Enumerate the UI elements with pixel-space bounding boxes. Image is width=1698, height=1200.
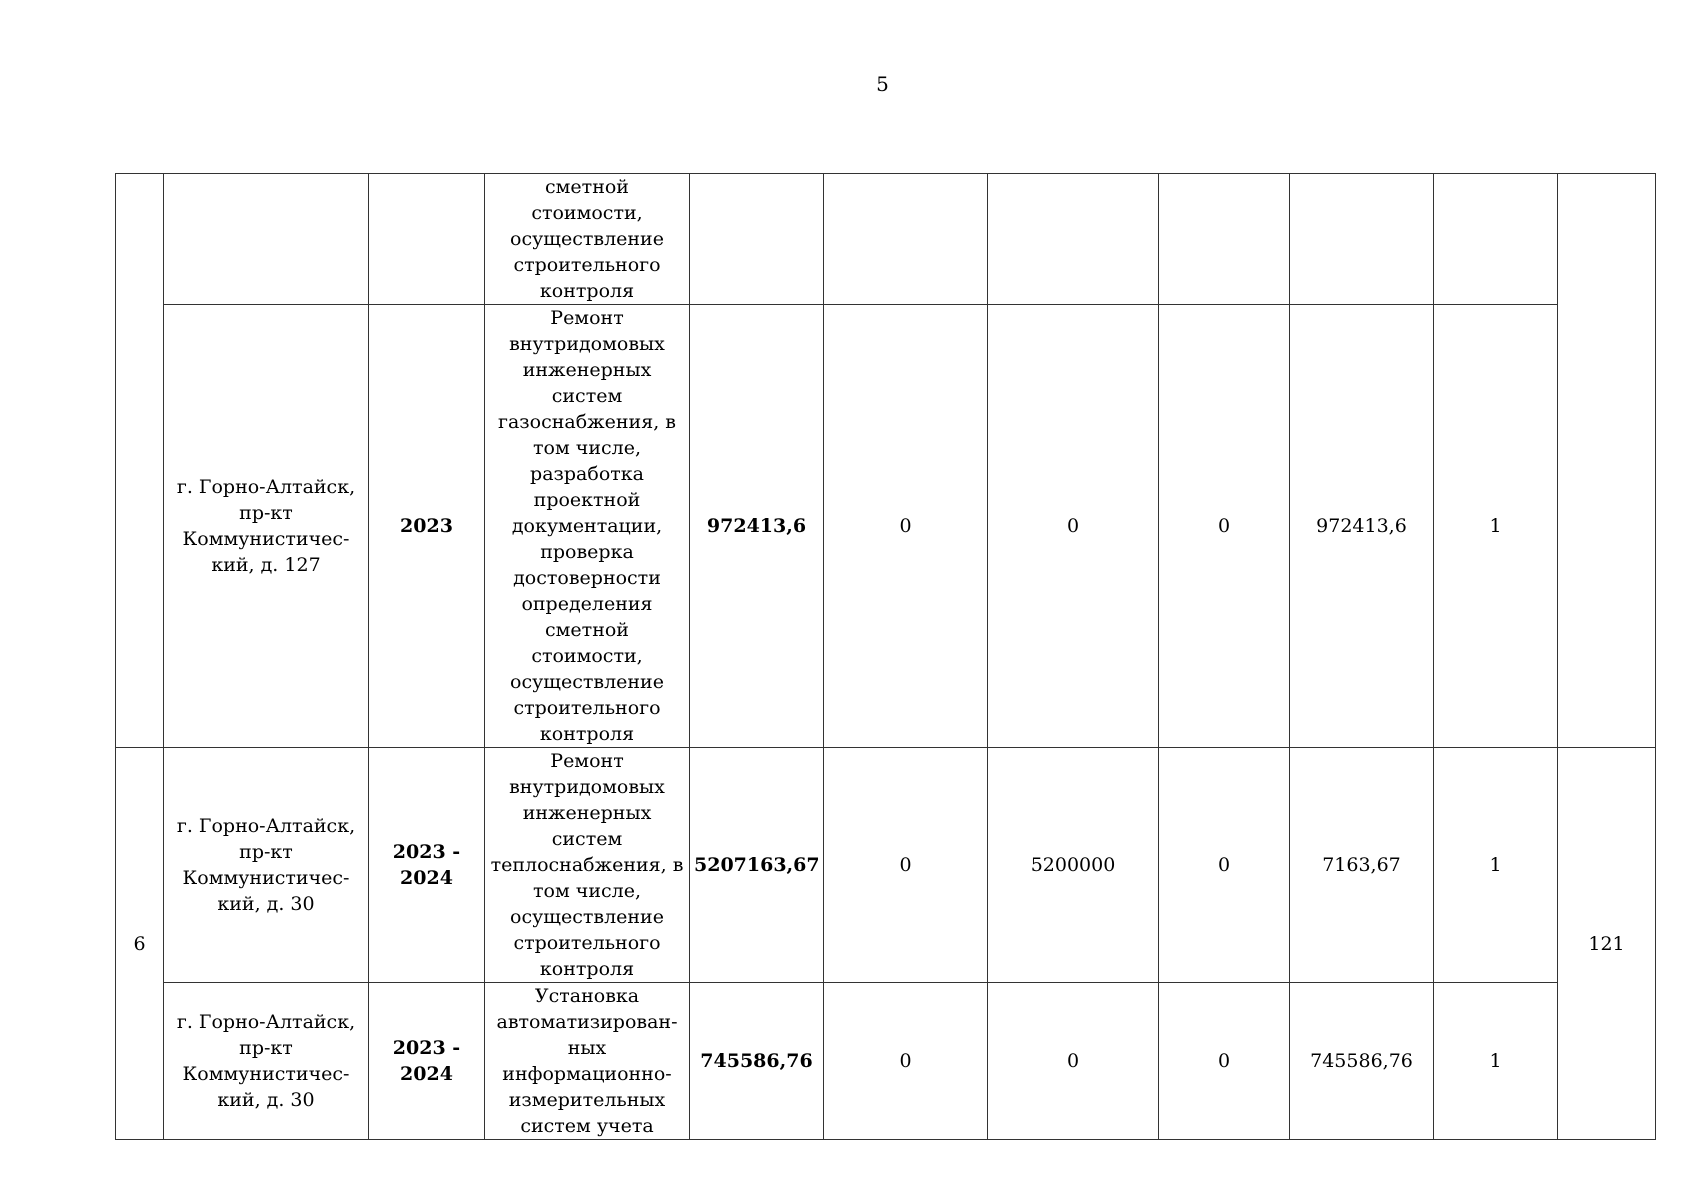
cell-period: 2023 xyxy=(369,305,485,748)
cell-col5: 0 xyxy=(824,983,988,1140)
cell-col9: 1 xyxy=(1434,748,1558,983)
cell-address: г. Горно-Алтайск, пр-кт Коммунистичес- кий, д. 30 xyxy=(164,983,369,1140)
page-number: 5 xyxy=(876,72,889,96)
cell-col8: 7163,67 xyxy=(1290,748,1434,983)
cell-col9: 1 xyxy=(1434,305,1558,748)
cell-col6: 0 xyxy=(988,305,1159,748)
cell-total: 745586,76 xyxy=(690,983,824,1140)
cell-col7: 0 xyxy=(1159,305,1290,748)
cell-work-type: Ремонт внутридомовых инженерных систем теплоснабжения, в том числе, осуществление строительного контроля xyxy=(485,748,690,983)
cell-address: г. Горно-Алтайск, пр-кт Коммунистичес- кий, д. 127 xyxy=(164,305,369,748)
cell-col5: 0 xyxy=(824,748,988,983)
cell-period: 2023 - 2024 xyxy=(369,748,485,983)
cell-col9: 1 xyxy=(1434,983,1558,1140)
program-table xyxy=(115,173,1656,1140)
table-row xyxy=(116,305,1656,748)
table-row xyxy=(116,748,1656,983)
cell-col5 xyxy=(824,174,988,305)
cell-number: 6 xyxy=(116,748,164,1140)
cell-work-type: сметной стоимости, осуществление строительного контроля xyxy=(485,174,690,305)
cell-col6 xyxy=(988,174,1159,305)
cell-col8: 972413,6 xyxy=(1290,305,1434,748)
cell-total xyxy=(690,174,824,305)
table-row xyxy=(116,174,1656,305)
cell-col8: 745586,76 xyxy=(1290,983,1434,1140)
cell-number-continued xyxy=(116,174,164,748)
cell-col7: 0 xyxy=(1159,748,1290,983)
cell-col9 xyxy=(1434,174,1558,305)
cell-period xyxy=(369,174,485,305)
cell-col6: 5200000 xyxy=(988,748,1159,983)
cell-period: 2023 - 2024 xyxy=(369,983,485,1140)
cell-col10: 121 xyxy=(1558,748,1656,1140)
cell-col8 xyxy=(1290,174,1434,305)
cell-col10-continued xyxy=(1558,174,1656,748)
cell-address: г. Горно-Алтайск, пр-кт Коммунистичес- кий, д. 30 xyxy=(164,748,369,983)
cell-col7: 0 xyxy=(1159,983,1290,1140)
cell-total: 5207163,67 xyxy=(690,748,824,983)
cell-work-type: Ремонт внутридомовых инженерных систем газоснабжения, в том числе, разработка проектной документации, проверка достоверности определения сметной стоимости, осуществление строительного контроля xyxy=(485,305,690,748)
cell-address xyxy=(164,174,369,305)
cell-col5: 0 xyxy=(824,305,988,748)
cell-total: 972413,6 xyxy=(690,305,824,748)
cell-work-type: Установка автоматизирован- ных информационно- измерительных систем учета xyxy=(485,983,690,1140)
cell-col6: 0 xyxy=(988,983,1159,1140)
table-row xyxy=(116,983,1656,1140)
cell-col7 xyxy=(1159,174,1290,305)
